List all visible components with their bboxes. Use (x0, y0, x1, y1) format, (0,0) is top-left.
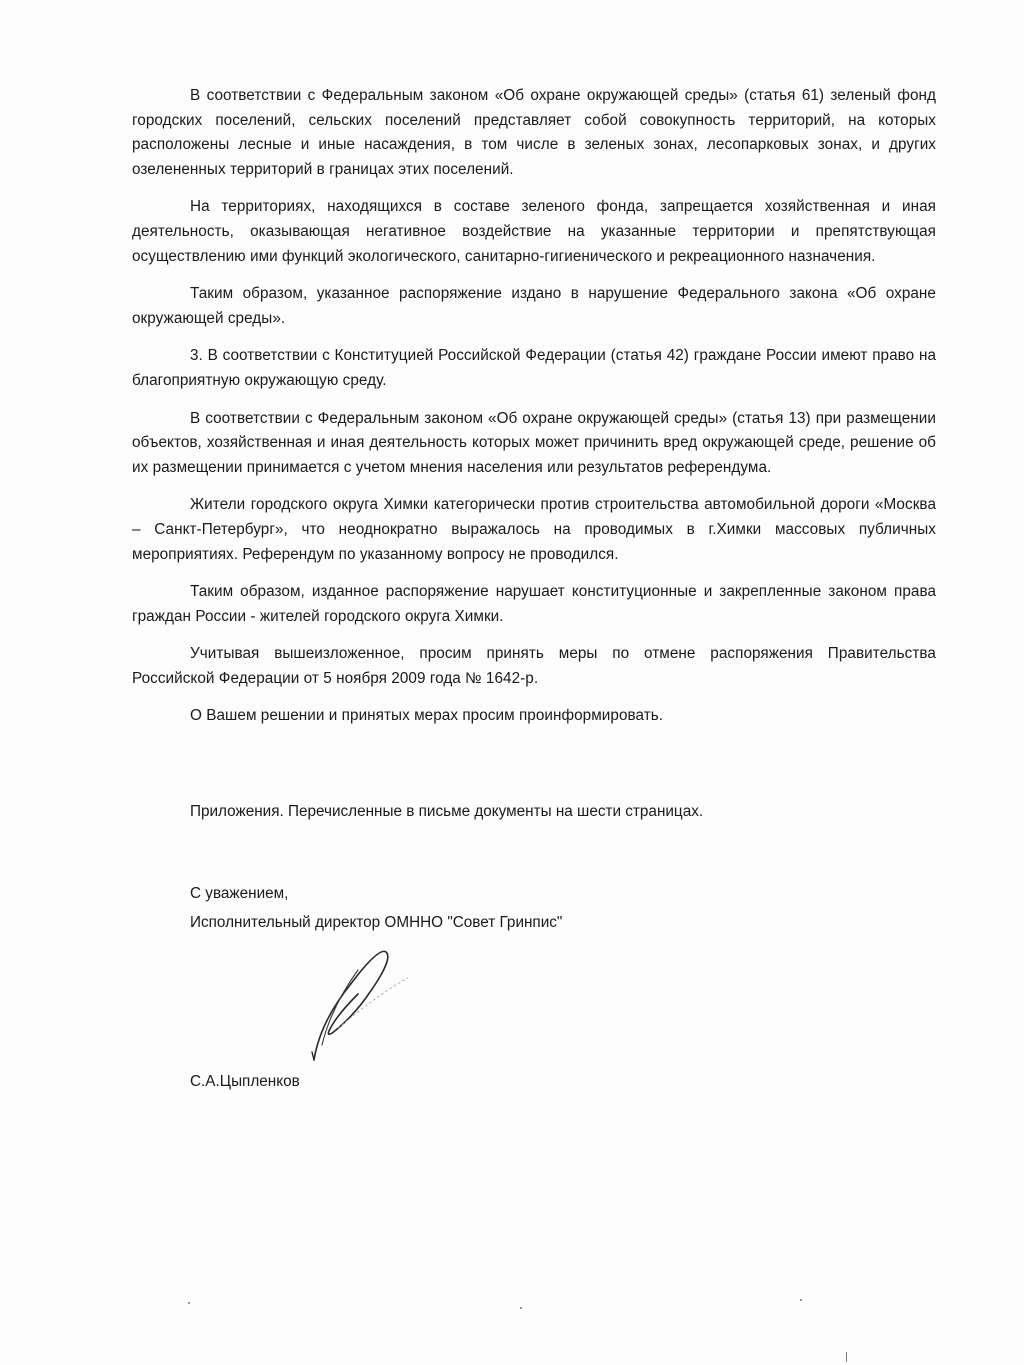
paragraph-residents-opposition: Жители городского округа Химки категорически против строительства автомобильной дороги «Москва – Санкт-Петербург», что неоднократно выражалось на проводимых в г.Химки массовых публичных мероприятиях. Референдум по указанному вопросу не проводился. (132, 496, 936, 563)
paragraph-green-fund-definition: В соответствии с Федеральным законом «Об охране окружающей среды» (статья 61) зеленый фонд городских поселений, сельских поселений представляет собой совокупность территорий, на которых расположены лесные и иные насаждения, в том числе в зеленых зонах, лесопарковых зонах, и других озелененных территорий в границах этих поселений. (132, 87, 936, 178)
closing-regards: С уважением, (190, 885, 289, 902)
paragraph-article-13: В соответствии с Федеральным законом «Об охране окружающей среды» (статья 13) при размещении объектов, хозяйственная и иная деятельность которых может причинить вред окружающей среде, решение об их размещении принимается с учетом мнения населения или результатов референдума. (132, 409, 936, 476)
signer-name: С.А.Цыпленков (190, 1073, 300, 1090)
scan-speck (520, 1307, 522, 1309)
paragraph-green-fund-restrictions: На территориях, находящихся в составе зеленого фонда, запрещается хозяйственная и иная деятельность, оказывающая негативное воздействие на указанные территории и препятствующая осуществлению ими функций экологического, санитарно-гигиенического и рекреационного назначения. (132, 198, 936, 265)
paragraph-request-cancel-order: Учитывая вышеизложенное, просим принять меры по отмене распоряжения Правительства Российской Федерации от 5 ноября 2009 года № 1642-р. (132, 645, 936, 687)
paragraph-constitution-right: 3. В соответствии с Конституцией Российской Федерации (статья 42) граждане России имеют право на благоприятную окружающую среду. (132, 347, 936, 389)
paragraph-rights-violation: Таким образом, изданное распоряжение нарушает конституционные и закрепленные законом права граждан России - жителей городского округа Химки. (132, 583, 936, 625)
scan-speck (800, 1299, 802, 1301)
handwritten-signature (300, 940, 420, 1065)
letter-body (132, 84, 936, 742)
scan-speck (846, 1352, 847, 1362)
attachments-note: Приложения. Перечисленные в письме документы на шести страницах. (190, 803, 704, 820)
scan-speck (188, 1302, 190, 1304)
paragraph-request-inform: О Вашем решении и принятых мерах просим проинформировать. (190, 707, 664, 725)
paragraph-environment-law-violation: Таким образом, указанное распоряжение издано в нарушение Федерального закона «Об охране окружающей среды». (132, 285, 936, 327)
signer-title: Исполнительный директор ОМННО "Совет Гринпис" (190, 914, 563, 931)
